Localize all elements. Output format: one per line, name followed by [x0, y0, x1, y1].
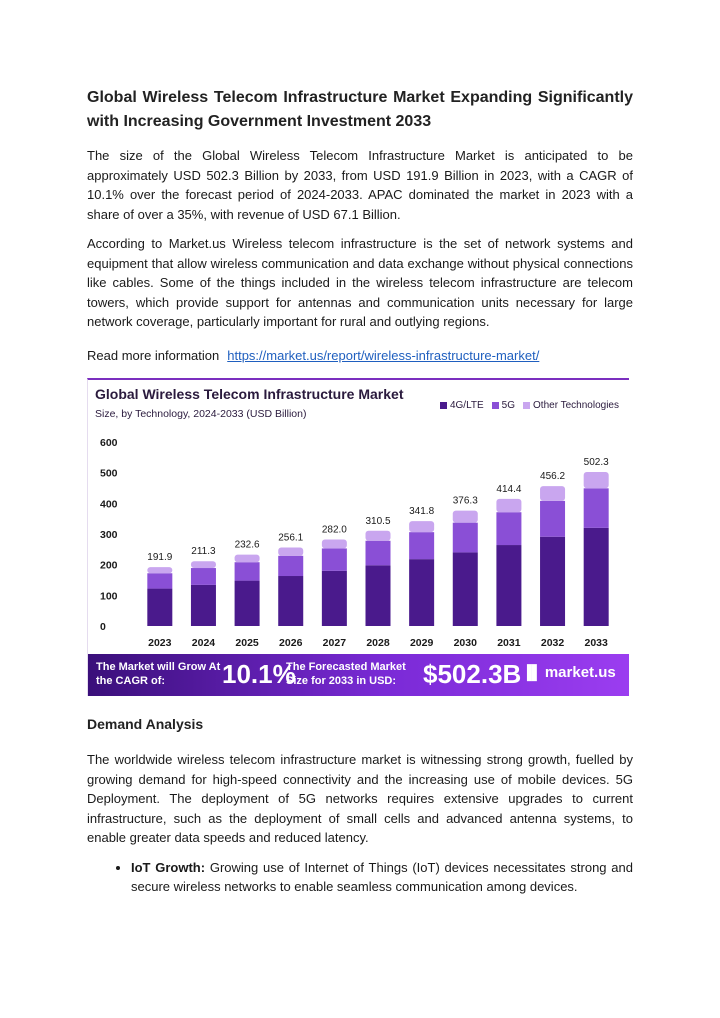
bar-logo-icon: ▐▌: [522, 664, 542, 680]
x-tick-label: 2027: [322, 637, 347, 649]
bar-value-label: 232.6: [234, 539, 260, 551]
forecast-value: $502.3B: [423, 659, 522, 689]
x-tick-label: 2032: [540, 637, 565, 649]
legend-label: 5G: [501, 400, 516, 411]
report-link[interactable]: https://market.us/report/wireless-infrastructure-market/: [227, 347, 540, 363]
y-tick-label: 600: [100, 437, 118, 449]
x-tick-label: 2030: [453, 637, 477, 649]
bar-segment: [147, 567, 172, 573]
y-tick-label: 500: [100, 467, 118, 480]
cagr-value: 10.1%: [222, 659, 296, 689]
bar-value-label: 341.8: [409, 506, 435, 518]
bar-value-label: 256.1: [278, 532, 304, 544]
bar-segment: [322, 548, 347, 570]
legend-swatch: [523, 402, 530, 409]
bar-segment: [191, 561, 216, 568]
bar-segment: [453, 523, 478, 553]
demand-paragraph: The worldwide wireless telecom infrastructure market is witnessing strong growth, fuelled by growing demand for high-speed connectivity and the increasing use of mobile devices. 5G Deployment. The deployment of 5G networks requires extensive upgrades to current infrastructure, such as the deployment of small cells and advanced antenna systems, to enable greater data speeds and reduced latency.: [87, 752, 633, 845]
legend-item-5g: [492, 400, 515, 411]
x-tick-label: 2028: [366, 637, 390, 649]
chart-canvas: [88, 380, 629, 696]
chart-banner: [88, 654, 629, 696]
market-us-logo: [522, 664, 616, 681]
chart-legend: [440, 400, 619, 411]
bar-value-label: 414.4: [496, 483, 522, 495]
logo-text: market.us: [544, 664, 616, 681]
x-tick-label: 2024: [191, 637, 216, 649]
bar-segment: [191, 585, 216, 626]
bar-segment: [540, 501, 565, 537]
read-more-label: Read more information: [87, 347, 220, 363]
x-tick-label: 2033: [584, 637, 608, 649]
intro-paragraph: The size of the Global Wireless Telecom Infrastructure Market is anticipated to be approximately USD 502.3 Billion by 2033, from USD 191.9 Billion in 2023, with a CAGR of 10.1% over the forecast period of 2024-2033. APAC dominated the market in 2023 with a share of over a 35%, with revenue of USD 67.1 Billion.: [87, 148, 633, 222]
bar-segment: [235, 581, 260, 626]
legend-swatch: [492, 402, 499, 409]
chart-subtitle: Size, by Technology, 2024-2033 (USD Billion): [95, 408, 307, 420]
bar-segment: [147, 589, 172, 626]
bar-segment: [584, 472, 609, 488]
bar-segment: [540, 537, 565, 626]
bar-value-label: 211.3: [191, 546, 216, 558]
bar-segment: [496, 499, 521, 512]
x-tick-label: 2026: [279, 637, 303, 649]
bar-value-label: 456.2: [540, 471, 566, 483]
x-tick-label: 2031: [497, 637, 521, 649]
definition-paragraph: According to Market.us Wireless telecom infrastructure is the set of network systems and equipment that allow wireless communication and data exchange without physical connections like cables. Some of the things included in the wireless telecom infrastructure are telecom towers, which provide support for antennas and communication units necessary for large network coverage, particularly important for rural and outlying regions.: [87, 236, 633, 329]
legend-item-other: [523, 400, 619, 411]
y-tick-label: 100: [100, 590, 118, 603]
bar-value-label: 310.5: [365, 515, 391, 527]
x-tick-label: 2025: [235, 637, 259, 649]
x-tick-label: 2023: [148, 637, 172, 649]
bar-segment: [235, 555, 260, 563]
bar-segment: [366, 531, 391, 541]
bar-segment: [409, 521, 434, 532]
cagr-label: The Market will Grow At the CAGR of:: [96, 661, 221, 687]
bar-value-label: 282.0: [321, 524, 347, 536]
bar-segment: [409, 559, 434, 626]
y-tick-label: 300: [100, 529, 118, 541]
section-heading: Demand Analysis: [87, 716, 204, 732]
bar-segment: [191, 568, 216, 585]
bullet-text: Growing use of Internet of Things (IoT) devices necessitates strong and secure wireless networks to enable seamless communication among devices.: [131, 859, 633, 894]
y-tick-label: 400: [100, 498, 118, 511]
bullet-list: [87, 858, 633, 897]
bar-segment: [584, 488, 609, 528]
bar-segment: [453, 552, 478, 626]
bar-segment: [496, 512, 521, 545]
bar-segment: [147, 573, 172, 588]
bar-segment: [453, 511, 478, 523]
list-item: [131, 858, 633, 897]
bar-segment: [366, 541, 391, 566]
bar-segment: [322, 571, 347, 626]
legend-label: Other Technologies: [533, 400, 619, 411]
forecast-label: The Forecasted Market Size for 2033 in USD:: [286, 661, 406, 687]
bar-value-label: 502.3: [583, 456, 609, 468]
bar-segment: [584, 528, 609, 626]
bar-value-label: 376.3: [452, 495, 478, 507]
bar-segment: [235, 562, 260, 580]
bar-value-label: 191.9: [147, 552, 173, 564]
legend-item-4g: [440, 400, 484, 411]
y-tick-label: 0: [100, 621, 106, 633]
x-tick-label: 2029: [409, 637, 434, 649]
bar-segment: [366, 565, 391, 626]
y-tick-label: 200: [100, 559, 118, 572]
market-chart: [87, 378, 629, 696]
bar-segment: [496, 545, 521, 626]
bar-segment: [278, 576, 303, 626]
bar-segment: [278, 556, 303, 576]
bar-segment: [409, 532, 434, 559]
legend-label: 4G/LTE: [449, 400, 484, 411]
chart-title: Global Wireless Telecom Infrastructure Market: [95, 386, 404, 402]
bar-segment: [540, 486, 565, 501]
bar-segment: [278, 547, 303, 555]
bar-segment: [322, 540, 347, 549]
document-page: [87, 86, 633, 897]
document-title: Global Wireless Telecom Infrastructure Market Expanding Significantly with Increasing Government Investment 2033: [87, 89, 633, 130]
read-more-line: [87, 346, 633, 366]
bullet-bold: IoT Growth:: [131, 859, 206, 875]
legend-swatch: [440, 402, 447, 409]
